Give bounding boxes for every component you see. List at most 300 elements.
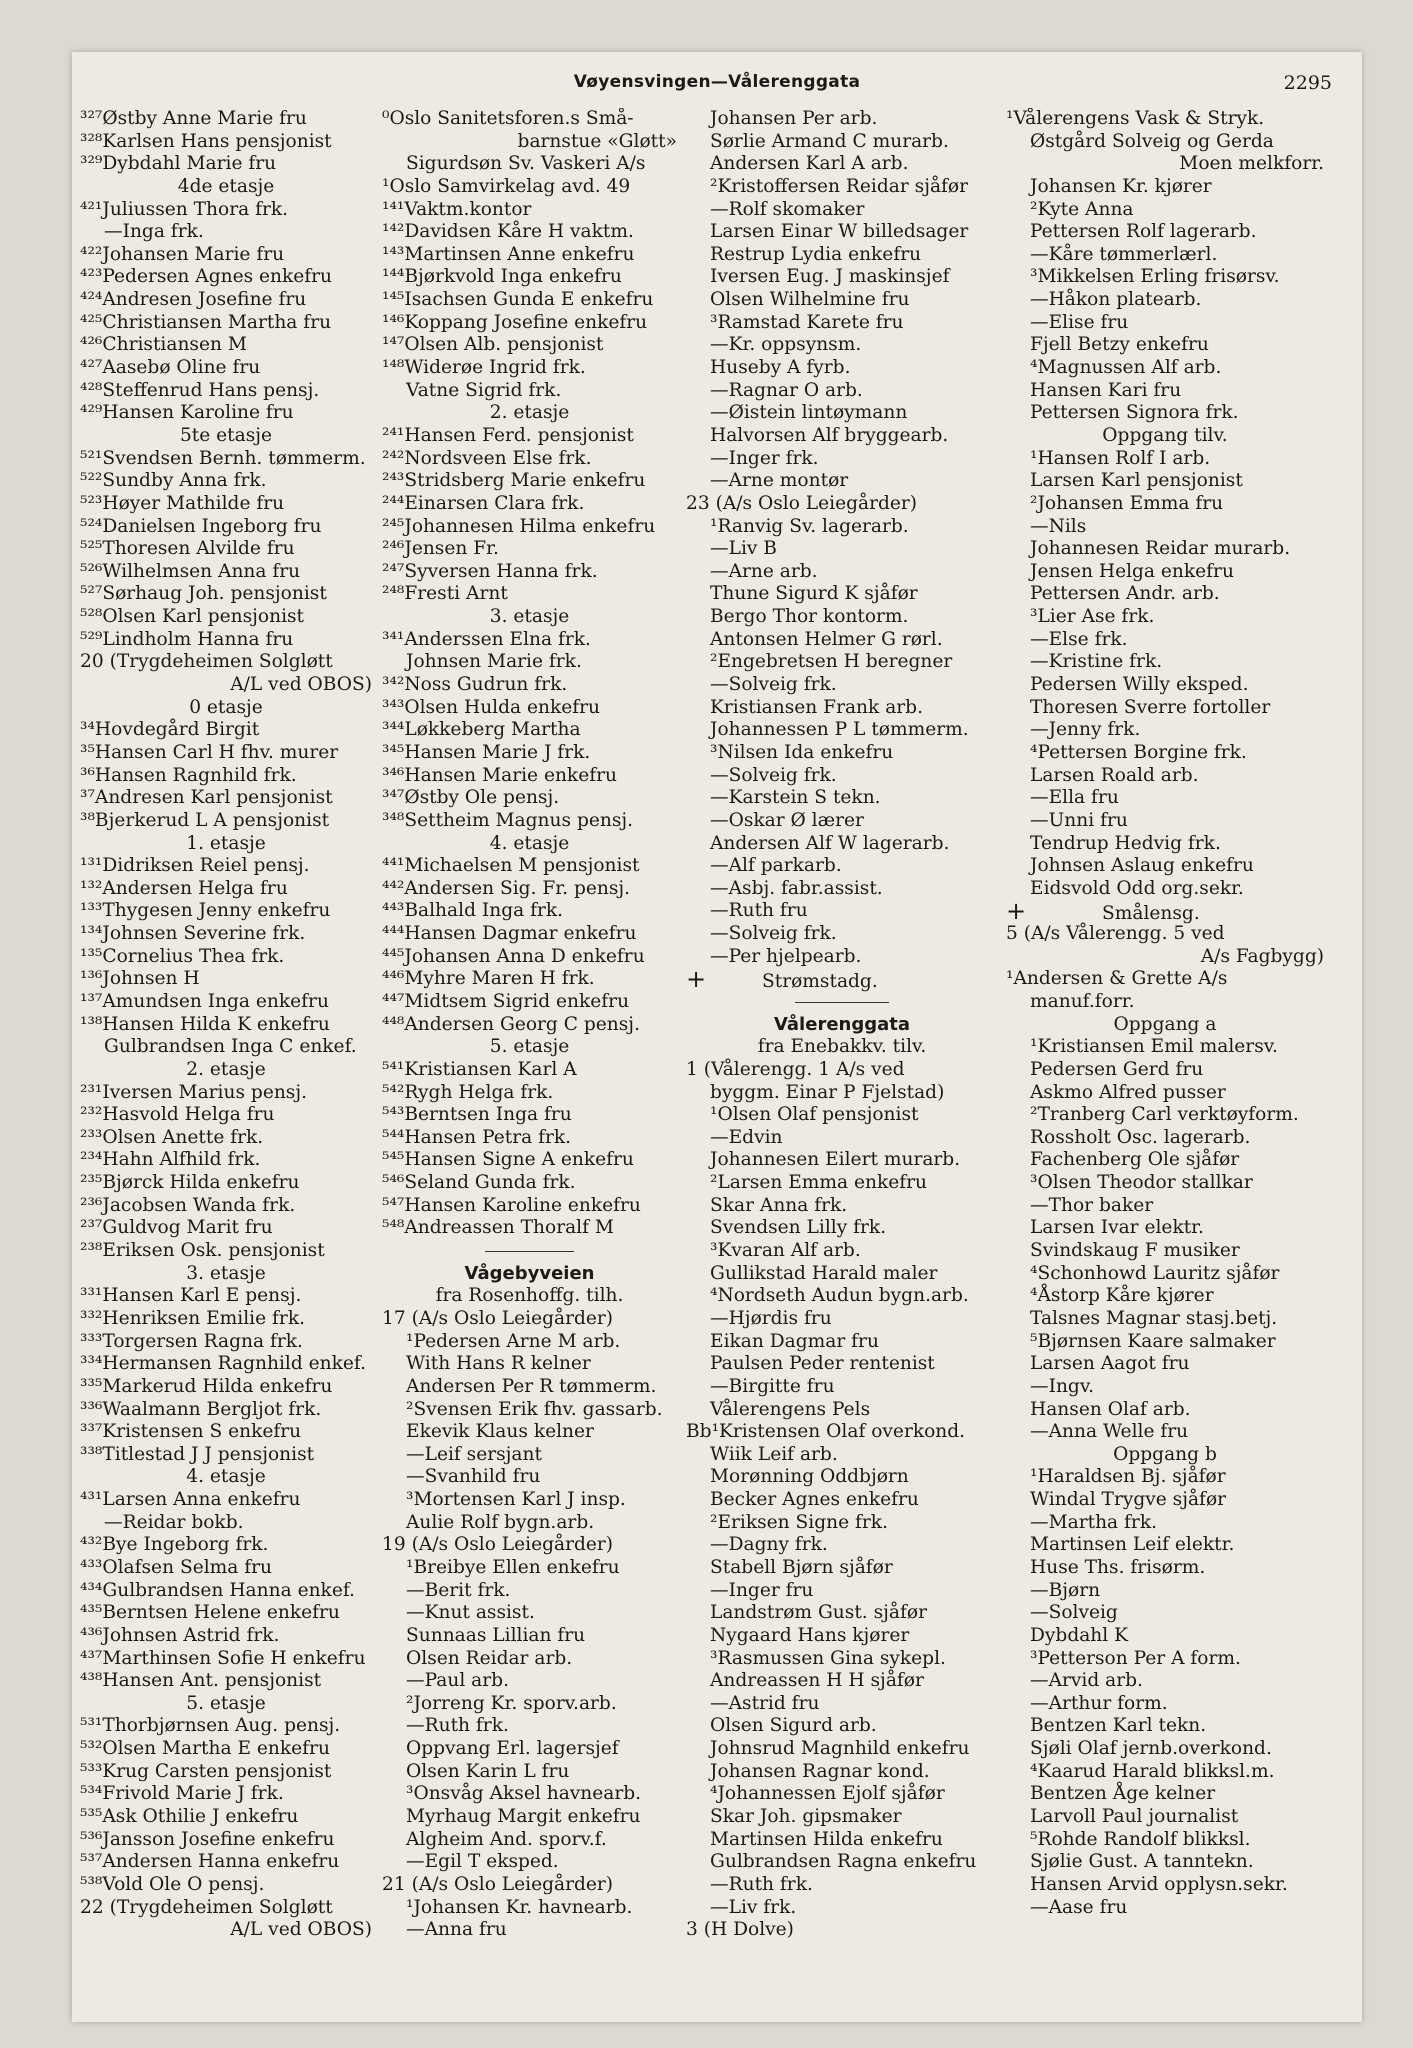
directory-entry: ³⁶Hansen Ragnhild frk. bbox=[80, 764, 297, 786]
directory-entry: —Solveig frk. bbox=[710, 923, 837, 945]
cross-street-label: Strømstadg. bbox=[762, 971, 878, 993]
directory-entry: —Anna fru bbox=[406, 1919, 507, 1941]
directory-entry: ²Engebretsen H beregner bbox=[710, 651, 953, 673]
directory-entry: —Aase fru bbox=[1030, 1896, 1128, 1918]
directory-entry: manuf.forr. bbox=[1030, 990, 1135, 1012]
directory-entry: ⁵⁴⁴Hansen Petra frk. bbox=[382, 1126, 572, 1148]
directory-entry: ²Kyte Anna bbox=[1030, 198, 1134, 220]
directory-entry: ¹⁴⁸Widerøe Ingrid frk. bbox=[382, 357, 586, 379]
directory-entry: Martinsen Leif elektr. bbox=[1030, 1534, 1235, 1556]
directory-entry: —Nils bbox=[1030, 515, 1087, 537]
cross-marker-icon: + bbox=[1006, 897, 1027, 926]
directory-entry: ³²⁹Dybdahl Marie fru bbox=[80, 153, 277, 175]
directory-entry: ⁴²³Pedersen Agnes enkefru bbox=[80, 266, 333, 288]
directory-entry: ⁴³⁵Berntsen Helene enkefru bbox=[80, 1602, 340, 1624]
directory-entry: —Solveig frk. bbox=[710, 674, 837, 696]
cross-street-line bbox=[686, 965, 998, 994]
directory-entry: ⁵²⁴Danielsen Ingeborg fru bbox=[80, 515, 322, 537]
directory-entry: ⁴Åstorp Kåre kjører bbox=[1030, 1285, 1214, 1307]
directory-entry: 22 (Trygdeheimen Solgløtt bbox=[80, 1896, 333, 1918]
directory-entry: ¹³⁶Johnsen H bbox=[80, 968, 200, 990]
directory-entry: ⁴⁴³Balhald Inga frk. bbox=[382, 900, 564, 922]
directory-entry: 1 (Vålerengg. 1 A/s ved bbox=[686, 1058, 905, 1080]
directory-entry: ⁴³⁴Gulbrandsen Hanna enkef. bbox=[80, 1579, 355, 1601]
directory-entry: ⁵⁴⁶Seland Gunda frk. bbox=[382, 1172, 576, 1194]
directory-entry: ⁵⁴²Rygh Helga frk. bbox=[382, 1081, 554, 1103]
directory-entry: ⁴⁴⁶Myhre Maren H frk. bbox=[382, 968, 595, 990]
directory-entry: —Paul arb. bbox=[406, 1670, 509, 1692]
directory-entry: Svendsen Lilly frk. bbox=[710, 1217, 887, 1239]
directory-entry: ⁴Nordseth Audun bygn.arb. bbox=[710, 1285, 969, 1307]
directory-entry: Olsen Karin L fru bbox=[406, 1760, 570, 1782]
directory-entry: —Astrid fru bbox=[710, 1692, 820, 1714]
directory-entry: ³⁸Bjerkerud L A pensjonist bbox=[80, 809, 330, 831]
column-1 bbox=[80, 108, 372, 1942]
directory-entry: ⁵²⁸Olsen Karl pensjonist bbox=[80, 606, 305, 628]
directory-entry: Paulsen Peder rentenist bbox=[710, 1353, 935, 1375]
directory-entry: Antonsen Helmer G rørl. bbox=[710, 628, 943, 650]
page-number: 2295 bbox=[1283, 72, 1332, 94]
directory-entry: Iversen Eug. J maskinsjef bbox=[710, 266, 950, 288]
directory-entry: ¹³³Thygesen Jenny enkefru bbox=[80, 900, 331, 922]
section-divider bbox=[382, 1240, 677, 1263]
directory-entry: Sjølie Gust. A tanntekn. bbox=[1030, 1851, 1254, 1873]
directory-entry: ³Kvaran Alf arb. bbox=[710, 1240, 861, 1262]
directory-entry: Johannesen Eilert murarb. bbox=[710, 1149, 961, 1171]
directory-entry: Halvorsen Alf bryggearb. bbox=[710, 424, 949, 446]
directory-entry: ⁵³⁶Jansson Josefine enkefru bbox=[80, 1828, 335, 1850]
directory-entry: —Per hjelpearb. bbox=[710, 945, 862, 967]
directory-entry: ⁵³⁴Frivold Marie J frk. bbox=[80, 1783, 284, 1805]
directory-entry: ³Onsvåg Aksel havnearb. bbox=[406, 1783, 642, 1805]
directory-entry: Larsen Einar W billedsager bbox=[710, 221, 969, 243]
directory-entry: ¹³¹Didriksen Reiel pensj. bbox=[80, 855, 310, 877]
directory-entry: ⁵³²Olsen Martha E enkefru bbox=[80, 1738, 330, 1760]
directory-entry: —Arne arb. bbox=[710, 560, 818, 582]
directory-entry: ⁵²⁹Lindholm Hanna fru bbox=[80, 628, 294, 650]
directory-entry: —Oskar Ø lærer bbox=[710, 809, 864, 831]
directory-entry: —Egil T eksped. bbox=[406, 1851, 559, 1873]
directory-entry: barnstue «Gløtt» bbox=[517, 130, 677, 152]
directory-entry: Aulie Rolf bygn.arb. bbox=[406, 1511, 595, 1533]
directory-entry: —Martha frk. bbox=[1030, 1511, 1157, 1533]
directory-entry: Sjøli Olaf jernb.overkond. bbox=[1030, 1738, 1272, 1760]
directory-entry: ⁴Pettersen Borgine frk. bbox=[1030, 741, 1247, 763]
directory-page bbox=[72, 52, 1362, 2022]
directory-entry: ¹Andersen & Grette A/s bbox=[1006, 968, 1228, 990]
directory-entry: Larsen Roald arb. bbox=[1030, 764, 1199, 786]
directory-entry: —Øistein lintøymann bbox=[710, 402, 908, 424]
directory-entry: ⁴⁴⁸Andersen Georg C pensj. bbox=[382, 1013, 640, 1035]
directory-entry: ¹⁴¹Vaktm.kontor bbox=[382, 198, 532, 220]
directory-entry: Sunnaas Lillian fru bbox=[406, 1624, 586, 1646]
directory-entry: Pettersen Rolf lagerarb. bbox=[1030, 221, 1257, 243]
directory-entry: Vatne Sigrid frk. bbox=[406, 379, 562, 401]
directory-entry: ²⁴⁶Jensen Fr. bbox=[382, 538, 499, 560]
directory-entry: 17 (A/s Oslo Leiegårder) bbox=[382, 1307, 614, 1329]
directory-entry: —Reidar bokb. bbox=[104, 1511, 244, 1533]
directory-entry: 20 (Trygdeheimen Solgløtt bbox=[80, 651, 333, 673]
directory-entry: ³³⁵Markerud Hilda enkefru bbox=[80, 1375, 333, 1397]
directory-entry: ¹Oslo Samvirkelag avd. 49 bbox=[382, 175, 631, 197]
directory-entry: Johnsen Aslaug enkefru bbox=[1030, 855, 1254, 877]
directory-entry: —Karstein S tekn. bbox=[710, 787, 881, 809]
directory-entry: Eikan Dagmar fru bbox=[710, 1330, 879, 1352]
directory-entry: —Kr. oppsynsm. bbox=[710, 334, 862, 356]
directory-entry: ²Johansen Emma fru bbox=[1030, 492, 1224, 514]
directory-entry: Andersen Karl A arb. bbox=[710, 153, 909, 175]
directory-entry: ⁵³³Krug Carsten pensjonist bbox=[80, 1760, 332, 1782]
directory-entry: ¹⁴³Martinsen Anne enkefru bbox=[382, 243, 635, 265]
directory-entry: —Ragnar O arb. bbox=[710, 379, 863, 401]
directory-entry: 19 (A/s Oslo Leiegårder) bbox=[382, 1534, 614, 1556]
directory-entry: —Liv B bbox=[710, 538, 777, 560]
directory-entry: Vålerengens Pels bbox=[710, 1398, 871, 1420]
directory-entry: Algheim And. sporv.f. bbox=[406, 1828, 607, 1850]
directory-entry: ⁴⁴²Andersen Sig. Fr. pensj. bbox=[382, 877, 631, 899]
directory-entry: Jensen Helga enkefru bbox=[1030, 560, 1234, 582]
directory-entry: ⁵⁴⁸Andreassen Thoralf M bbox=[382, 1217, 614, 1239]
directory-entry: ⁴²⁴Andresen Josefine fru bbox=[80, 289, 307, 311]
directory-entry: Bb¹Kristensen Olaf overkond. bbox=[686, 1421, 966, 1443]
directory-entry: Johannesen Reidar murarb. bbox=[1030, 538, 1291, 560]
directory-entry: ⁴²²Johansen Marie fru bbox=[80, 243, 285, 265]
directory-entry: ⁵Rohde Randolf blikksl. bbox=[1030, 1828, 1251, 1850]
directory-entry: Huseby A fyrb. bbox=[710, 357, 851, 379]
directory-entry: ⁴³⁶Johnsen Astrid frk. bbox=[80, 1624, 280, 1646]
directory-entry: A/s Fagbygg) bbox=[1200, 945, 1324, 967]
directory-entry: Thoresen Sverre fortoller bbox=[1030, 696, 1271, 718]
directory-entry: ²Eriksen Signe frk. bbox=[710, 1511, 888, 1533]
directory-entry: ³³¹Hansen Karl E pensj. bbox=[80, 1285, 302, 1307]
directory-entry: ⁴²⁶Christiansen M bbox=[80, 334, 247, 356]
directory-entry: Bentzen Karl tekn. bbox=[1030, 1715, 1207, 1737]
directory-entry: ⁵⁴¹Kristiansen Karl A bbox=[382, 1058, 577, 1080]
directory-entry: ³Olsen Theodor stallkar bbox=[1030, 1172, 1253, 1194]
directory-entry: ⁴³⁷Marthinsen Sofie H enkefru bbox=[80, 1647, 366, 1669]
directory-entry: ⁴³¹Larsen Anna enkefru bbox=[80, 1489, 301, 1511]
directory-entry: ²Tranberg Carl verktøyform. bbox=[1030, 1104, 1299, 1126]
directory-entry: ³Mikkelsen Erling frisørsv. bbox=[1030, 266, 1280, 288]
cross-marker-icon: + bbox=[686, 965, 707, 994]
directory-entry: ²Kristoffersen Reidar sjåfør bbox=[710, 175, 969, 197]
floor-heading: 5. etasje bbox=[489, 1036, 570, 1058]
directory-entry: ³⁵Hansen Carl H fhv. murer bbox=[80, 741, 339, 763]
directory-entry: ²³⁷Guldvog Marit fru bbox=[80, 1217, 273, 1239]
directory-entry: ³Ramstad Karete fru bbox=[710, 311, 904, 333]
directory-entry: ⁵⁴⁷Hansen Karoline enkefru bbox=[382, 1194, 641, 1216]
directory-entry: ³³²Henriksen Emilie frk. bbox=[80, 1307, 305, 1329]
directory-entry: Olsen Wilhelmine fru bbox=[710, 289, 910, 311]
directory-entry: ³⁷Andresen Karl pensjonist bbox=[80, 787, 333, 809]
directory-entry: ¹⁴⁶Koppang Josefine enkefru bbox=[382, 311, 648, 333]
directory-entry: Nygaard Hans kjører bbox=[710, 1624, 910, 1646]
directory-entry: —Anna Welle fru bbox=[1030, 1421, 1189, 1443]
directory-entry: ⁴Kaarud Harald blikksl.m. bbox=[1030, 1760, 1275, 1782]
directory-entry: —Arne montør bbox=[710, 470, 849, 492]
street-direction: fra Enebakkv. tilv. bbox=[757, 1036, 927, 1058]
directory-entry: —Elise fru bbox=[1030, 311, 1129, 333]
cross-street-label: Smålensg. bbox=[1102, 903, 1200, 925]
directory-entry: —Solveig frk. bbox=[710, 764, 837, 786]
directory-entry: A/L ved OBOS) bbox=[230, 674, 372, 696]
directory-entry: ²³⁶Jacobsen Wanda frk. bbox=[80, 1194, 296, 1216]
directory-entry: ¹³⁴Johnsen Severine frk. bbox=[80, 923, 306, 945]
directory-entry: —Arvid arb. bbox=[1030, 1670, 1143, 1692]
column-2 bbox=[382, 108, 677, 1942]
directory-entry: ³²⁷Østby Anne Marie fru bbox=[80, 108, 307, 129]
directory-entry: Stabell Bjørn sjåfør bbox=[710, 1557, 893, 1578]
directory-entry: Eidsvold Odd org.sekr. bbox=[1030, 877, 1244, 899]
floor-heading: 1. etasje bbox=[186, 832, 266, 854]
directory-entry: Sigurdsøn Sv. Vaskeri A/s bbox=[406, 153, 646, 175]
directory-entry: Larsen Karl pensjonist bbox=[1030, 470, 1243, 492]
directory-entry: ³³⁸Titlestad J J pensjonist bbox=[80, 1443, 315, 1465]
directory-entry: ³Petterson Per A form. bbox=[1030, 1647, 1241, 1669]
directory-entry: ¹Kristiansen Emil malersv. bbox=[1030, 1036, 1278, 1058]
directory-entry: ⁵²⁶Wilhelmsen Anna fru bbox=[80, 560, 301, 582]
directory-entry: ¹Olsen Olaf pensjonist bbox=[710, 1104, 919, 1126]
directory-entry: ³⁴⁶Hansen Marie enkefru bbox=[382, 764, 617, 786]
directory-entry: Restrup Lydia enkefru bbox=[710, 243, 922, 265]
directory-entry: ²⁴⁵Johannesen Hilma enkefru bbox=[382, 515, 656, 537]
directory-entry: ¹³²Andersen Helga fru bbox=[80, 877, 288, 899]
directory-entry: —Unni fru bbox=[1030, 809, 1128, 831]
directory-entry: —Jenny frk. bbox=[1030, 719, 1141, 741]
directory-entry: ²³³Olsen Anette frk. bbox=[80, 1126, 264, 1148]
directory-entry: ¹⁴⁵Isachsen Gunda E enkefru bbox=[382, 289, 654, 311]
directory-entry: —Ella fru bbox=[1030, 787, 1119, 809]
floor-heading: 4. etasje bbox=[489, 832, 570, 854]
directory-entry: ²⁴²Nordsveen Else frk. bbox=[382, 447, 592, 469]
directory-entry: ⁴²⁸Steffenrud Hans pensj. bbox=[80, 379, 320, 401]
directory-entry: A/L ved OBOS) bbox=[230, 1919, 372, 1941]
directory-entry: Olsen Sigurd arb. bbox=[710, 1715, 877, 1737]
directory-entry: ⁰Oslo Sanitetsforen.s Små- bbox=[382, 108, 634, 129]
directory-entry: ³³⁶Waalmann Bergljot frk. bbox=[80, 1398, 322, 1420]
directory-entry: Andersen Per R tømmerm. bbox=[406, 1375, 657, 1397]
floor-heading: 2. etasje bbox=[186, 1058, 266, 1080]
directory-entry: ⁵Bjørnsen Kaare salmaker bbox=[1030, 1330, 1276, 1352]
directory-entry: ²³²Hasvold Helga fru bbox=[80, 1104, 275, 1126]
directory-entry: ²⁴⁸Fresti Arnt bbox=[382, 583, 508, 605]
directory-entry: Dybdahl K bbox=[1030, 1624, 1129, 1646]
directory-entry: —Arthur form. bbox=[1030, 1692, 1168, 1714]
directory-entry: Kristiansen Frank arb. bbox=[710, 696, 923, 718]
directory-entry: ²Larsen Emma enkefru bbox=[710, 1172, 928, 1194]
directory-entry: —Thor baker bbox=[1030, 1194, 1154, 1216]
directory-entry: Larvoll Paul journalist bbox=[1030, 1806, 1239, 1828]
directory-entry: 21 (A/s Oslo Leiegårder) bbox=[382, 1873, 614, 1895]
directory-entry: Martinsen Hilda enkefru bbox=[710, 1828, 943, 1850]
directory-entry: 23 (A/s Oslo Leiegårder) bbox=[686, 492, 918, 514]
directory-entry: Huse Ths. frisørm. bbox=[1030, 1557, 1206, 1578]
directory-entry: ¹⁴⁴Bjørkvold Inga enkefru bbox=[382, 266, 622, 288]
directory-entry: Tendrup Hedvig frk. bbox=[1030, 832, 1221, 854]
directory-entry: —Svanhild fru bbox=[406, 1466, 541, 1488]
directory-entry: ²⁴⁴Einarsen Clara frk. bbox=[382, 492, 585, 514]
directory-entry: Sørlie Armand C murarb. bbox=[710, 130, 949, 152]
floor-heading: 2. etasje bbox=[489, 402, 570, 424]
directory-entry: ⁵²²Sundby Anna frk. bbox=[80, 470, 267, 492]
floor-heading: Oppgang a bbox=[1113, 1013, 1217, 1035]
floor-heading: 0 etasje bbox=[189, 696, 263, 718]
directory-entry: —Håkon platearb. bbox=[1030, 289, 1202, 311]
directory-entry: —Liv frk. bbox=[710, 1896, 797, 1918]
directory-entry: Pettersen Signora frk. bbox=[1030, 402, 1239, 424]
directory-entry: Myrhaug Margit enkefru bbox=[406, 1806, 641, 1828]
directory-entry: —Rolf skomaker bbox=[710, 198, 865, 220]
directory-entry: Askmo Alfred pusser bbox=[1030, 1081, 1226, 1103]
directory-entry: ¹Haraldsen Bj. sjåfør bbox=[1030, 1466, 1226, 1488]
directory-entry: With Hans R kelner bbox=[406, 1353, 591, 1375]
directory-entry: ³⁴⁸Settheim Magnus pensj. bbox=[382, 809, 634, 831]
directory-entry: Johansen Per arb. bbox=[710, 108, 878, 129]
directory-entry: ⁴²⁵Christiansen Martha fru bbox=[80, 311, 332, 333]
directory-entry: ¹Hansen Rolf I arb. bbox=[1030, 447, 1211, 469]
directory-entry: ⁵⁴⁵Hansen Signe A enkefru bbox=[382, 1149, 634, 1171]
street-heading: Vålerenggata bbox=[773, 1013, 911, 1035]
floor-heading: Oppgang tilv. bbox=[1102, 424, 1228, 446]
directory-entry: ¹Vålerengens Vask & Stryk. bbox=[1006, 108, 1265, 129]
directory-entry: Pedersen Gerd fru bbox=[1030, 1058, 1204, 1080]
directory-entry: —Inger frk. bbox=[710, 447, 819, 469]
directory-entry: Olsen Reidar arb. bbox=[406, 1647, 573, 1669]
floor-heading: 4. etasje bbox=[186, 1466, 266, 1488]
directory-entry: ¹³⁵Cornelius Thea frk. bbox=[80, 945, 285, 967]
directory-entry: ¹Pedersen Arne M arb. bbox=[406, 1330, 621, 1352]
directory-entry: ²³⁵Bjørck Hilda enkefru bbox=[80, 1172, 300, 1194]
directory-entry: Johnsen Marie frk. bbox=[406, 651, 582, 673]
directory-entry: Fachenberg Ole sjåfør bbox=[1030, 1149, 1240, 1171]
directory-entry: —Ruth frk. bbox=[406, 1715, 509, 1737]
street-direction: fra Rosenhoffg. tilh. bbox=[435, 1285, 624, 1307]
directory-entry: ⁴³²Bye Ingeborg frk. bbox=[80, 1534, 269, 1556]
directory-entry: ²Jorreng Kr. sporv.arb. bbox=[406, 1692, 617, 1714]
directory-entry: Pedersen Willy eksped. bbox=[1030, 674, 1249, 696]
directory-entry: ⁴⁴¹Michaelsen M pensjonist bbox=[382, 855, 640, 877]
directory-entry: Svindskaug F musiker bbox=[1030, 1240, 1240, 1262]
directory-entry: —Edvin bbox=[710, 1126, 783, 1148]
directory-entry: ⁴²⁹Hansen Karoline fru bbox=[80, 402, 294, 424]
floor-heading: 3. etasje bbox=[186, 1262, 266, 1284]
page-header-title: Vøyensvingen—Vålerenggata bbox=[573, 72, 861, 92]
floor-heading: Oppgang b bbox=[1113, 1443, 1217, 1465]
directory-entry: Talsnes Magnar stasj.betj. bbox=[1030, 1307, 1278, 1329]
directory-entry: —Leif sersjant bbox=[406, 1443, 542, 1465]
directory-entry: Morønning Oddbjørn bbox=[710, 1466, 909, 1488]
directory-entry: ⁴Schonhowd Lauritz sjåfør bbox=[1030, 1262, 1280, 1284]
cross-street-line bbox=[1006, 897, 1324, 926]
directory-entry: Østgård Solveig og Gerda bbox=[1030, 130, 1274, 152]
directory-entry: ¹Breibye Ellen enkefru bbox=[406, 1557, 620, 1578]
directory-entry: —Bjørn bbox=[1030, 1579, 1101, 1601]
directory-entry: ¹Ranvig Sv. lagerarb. bbox=[710, 515, 909, 537]
floor-heading: 5. etasje bbox=[186, 1692, 266, 1714]
directory-entry: ³Rasmussen Gina sykepl. bbox=[710, 1647, 946, 1669]
directory-entry: —Knut assist. bbox=[406, 1602, 535, 1624]
directory-entry: Andreassen H H sjåfør bbox=[710, 1670, 924, 1692]
directory-entry: ⁵²¹Svendsen Bernh. tømmerm. bbox=[80, 447, 366, 469]
directory-entry: Becker Agnes enkefru bbox=[710, 1489, 919, 1511]
directory-entry: Oppvang Erl. lagersjef bbox=[406, 1738, 619, 1760]
directory-entry: ³⁴⁷Østby Ole pensj. bbox=[382, 787, 560, 809]
directory-entry: —Ruth frk. bbox=[710, 1873, 813, 1895]
directory-entry: Johannessen P L tømmerm. bbox=[710, 719, 969, 741]
directory-entry: Hansen Kari fru bbox=[1030, 379, 1182, 401]
directory-entry: Skar Anna frk. bbox=[710, 1194, 848, 1216]
directory-entry: Windal Trygve sjåfør bbox=[1030, 1489, 1227, 1511]
directory-entry: ⁴Johannessen Ejolf sjåfør bbox=[710, 1783, 945, 1805]
directory-entry: Skar Joh. gipsmaker bbox=[710, 1806, 902, 1828]
directory-entry: ³³⁷Kristensen S enkefru bbox=[80, 1421, 302, 1443]
directory-entry: —Berit frk. bbox=[406, 1579, 511, 1601]
column-3 bbox=[686, 108, 998, 1942]
directory-entry: ²⁴³Stridsberg Marie enkefru bbox=[382, 470, 646, 492]
directory-entry: Bentzen Åge kelner bbox=[1030, 1783, 1216, 1805]
directory-entry: ⁴⁴⁵Johansen Anna D enkefru bbox=[382, 945, 645, 967]
directory-entry: ⁵³¹Thorbjørnsen Aug. pensj. bbox=[80, 1715, 341, 1737]
floor-heading: 5te etasje bbox=[179, 424, 273, 446]
directory-entry: —Solveig bbox=[1030, 1602, 1118, 1624]
directory-entry: ³³⁴Hermansen Ragnhild enkef. bbox=[80, 1353, 367, 1375]
directory-entry: —Kristine frk. bbox=[1030, 651, 1163, 673]
directory-entry: ¹³⁷Amundsen Inga enkefru bbox=[80, 990, 329, 1012]
directory-entry: ¹⁴²Davidsen Kåre H vaktm. bbox=[382, 221, 634, 243]
directory-entry: Fjell Betzy enkefru bbox=[1030, 334, 1209, 356]
directory-entry: —Dagny frk. bbox=[710, 1534, 828, 1556]
directory-entry: ³⁴⁴Løkkeberg Martha bbox=[382, 719, 581, 741]
directory-entry: —Birgitte fru bbox=[710, 1375, 835, 1397]
directory-entry: ⁵³⁵Ask Othilie J enkefru bbox=[80, 1806, 299, 1828]
directory-entry: ²³¹Iversen Marius pensj. bbox=[80, 1081, 308, 1103]
column-4 bbox=[1006, 108, 1324, 1919]
directory-entry: ⁴²⁷Aasebø Oline fru bbox=[80, 357, 261, 379]
directory-entry: ⁴⁴⁴Hansen Dagmar enkefru bbox=[382, 923, 637, 945]
directory-entry: ⁴Magnussen Alf arb. bbox=[1030, 357, 1222, 379]
directory-entry: Hansen Olaf arb. bbox=[1030, 1398, 1191, 1420]
directory-entry: ³²⁸Karlsen Hans pensjonist bbox=[80, 130, 332, 152]
directory-entry: Johansen Ragnar kond. bbox=[710, 1760, 930, 1782]
directory-entry: ³⁴⁵Hansen Marie J frk. bbox=[382, 741, 591, 763]
directory-entry: ²³⁴Hahn Alfhild frk. bbox=[80, 1149, 261, 1171]
directory-entry: —Hjørdis fru bbox=[710, 1307, 832, 1329]
directory-entry: ²³⁸Eriksen Osk. pensjonist bbox=[80, 1240, 325, 1262]
section-divider bbox=[686, 991, 998, 1014]
directory-entry: ²Svensen Erik fhv. gassarb. bbox=[406, 1398, 663, 1420]
directory-entry: —Alf parkarb. bbox=[710, 855, 842, 877]
directory-entry: —Ruth fru bbox=[710, 900, 808, 922]
directory-entry: Andersen Alf W lagerarb. bbox=[710, 832, 950, 854]
directory-entry: ¹Johansen Kr. havnearb. bbox=[406, 1896, 633, 1918]
directory-entry: ³⁴²Noss Gudrun frk. bbox=[382, 674, 568, 696]
directory-entry: Johansen Kr. kjører bbox=[1030, 175, 1212, 197]
directory-entry: ³⁴³Olsen Hulda enkefru bbox=[382, 696, 601, 718]
directory-entry: ¹⁴⁷Olsen Alb. pensjonist bbox=[382, 334, 604, 356]
floor-heading: 3. etasje bbox=[489, 606, 570, 628]
directory-entry: Larsen Aagot fru bbox=[1030, 1353, 1190, 1375]
directory-entry: ⁴²¹Juliussen Thora frk. bbox=[80, 198, 289, 220]
directory-entry: ⁵²⁵Thoresen Alvilde fru bbox=[80, 538, 295, 560]
directory-entry: ¹³⁸Hansen Hilda K enkefru bbox=[80, 1013, 330, 1035]
directory-entry: Gulbrandsen Ragna enkefru bbox=[710, 1851, 977, 1873]
directory-entry: ³Lier Ase frk. bbox=[1030, 606, 1155, 628]
directory-entry: Moen melkforr. bbox=[1179, 153, 1324, 175]
directory-entry: —Else frk. bbox=[1030, 628, 1128, 650]
directory-entry: Gulbrandsen Inga C enkef. bbox=[104, 1036, 357, 1058]
directory-entry: 5 (A/s Vålerengg. 5 ved bbox=[1006, 923, 1225, 945]
directory-entry: ³Mortensen Karl J insp. bbox=[406, 1489, 626, 1511]
